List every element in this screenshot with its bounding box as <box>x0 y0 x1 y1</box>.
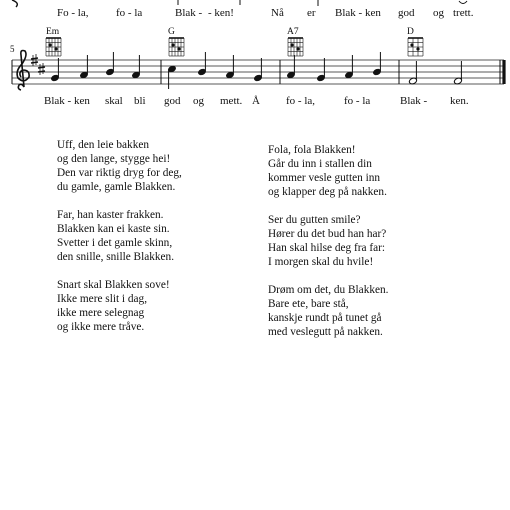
verse-line: ikke mere selegnag <box>57 306 145 319</box>
lyric-syllable: trett. <box>453 7 474 19</box>
lyric-syllable: skal <box>105 95 123 107</box>
verse-line: Fola, fola Blakken! <box>268 144 356 156</box>
quarter-note <box>372 52 381 76</box>
lyric-syllable: Blak - ken <box>335 7 381 19</box>
verse-line: Far, han kaster frakken. <box>57 209 164 221</box>
lyric-syllable: er <box>307 7 316 19</box>
chord-name: Em <box>46 27 60 37</box>
chord-name: G <box>168 27 175 37</box>
verse-line: med veslegutt på nakken. <box>268 325 383 338</box>
lyric-syllable: fo - la <box>116 7 143 19</box>
previous-system-remnant <box>178 0 467 6</box>
lyric-syllable: Nå <box>271 7 284 19</box>
lyric-syllable: bli <box>134 95 146 107</box>
verse-line: Går du inn i stallen din <box>268 157 372 170</box>
quarter-note <box>316 58 325 82</box>
lyric-syllable: fo - la <box>344 95 371 107</box>
sheet-music <box>0 0 510 115</box>
verse-stanza <box>268 214 386 270</box>
verse-line: Drøm om det, du Blakken. <box>268 284 389 296</box>
lyric-syllable: Å <box>252 95 260 107</box>
quarter-note <box>167 65 176 89</box>
sharp-c <box>38 63 45 75</box>
lyric-syllable: - ken! <box>208 7 234 19</box>
lyric-syllable: god <box>164 95 181 107</box>
verse-line: Uff, den leie bakken <box>57 139 150 151</box>
quarter-note <box>79 55 88 79</box>
quarter-note <box>253 58 262 82</box>
lyric-syllable: ken. <box>450 95 469 107</box>
chord-name: D <box>407 27 414 37</box>
lyric-syllable: og <box>433 7 444 19</box>
chord-name: A7 <box>287 27 299 37</box>
verse-stanza <box>57 139 182 195</box>
lyric-syllable: Blak - <box>400 95 428 107</box>
quarter-note <box>105 52 114 76</box>
lyric-syllable: fo - la, <box>286 95 316 107</box>
lyric-syllable: og <box>193 95 204 107</box>
verse-line: Den var riktig dryg for deg, <box>57 166 182 179</box>
verse-line: og klapper deg på nakken. <box>268 185 387 198</box>
chord-diagram <box>46 38 61 56</box>
verse-line: kommer vesle gutten inn <box>268 171 381 184</box>
lyric-syllable: god <box>398 7 415 19</box>
verse-line: Bare ete, bare stå, <box>268 297 349 310</box>
chord-diagram <box>169 38 184 56</box>
verse-line: og den lange, stygge hei! <box>57 152 171 165</box>
quarter-note <box>197 52 206 76</box>
verse-line: Ser du gutten smile? <box>268 214 361 226</box>
verse-line: du gamle, gamle Blakken. <box>57 180 176 193</box>
verse-stanza <box>57 279 170 335</box>
verse-stanza <box>268 284 388 340</box>
verse-line: Hører du det bud han har? <box>268 227 387 240</box>
verse-stanza <box>57 209 174 265</box>
lyric-syllable: Fo - la, <box>57 7 89 19</box>
clef-remnant <box>12 0 17 7</box>
half-note <box>453 61 462 85</box>
chord-diagrams <box>46 38 423 56</box>
lyric-syllable: Blak - <box>175 7 203 19</box>
verse-line: Han skal hilse deg fra far: <box>268 241 386 254</box>
verse-line: Svetter i det gamle skinn, <box>57 236 173 249</box>
verse-line: den snille, snille Blakken. <box>57 250 175 263</box>
verse-line: Blakken kan ei kaste sin. <box>57 222 170 235</box>
verse-line: Ikke mere slit i dag, <box>57 292 148 305</box>
chord-diagram <box>288 38 303 56</box>
verse-line: og ikke mere tråve. <box>57 320 145 333</box>
quarter-note <box>50 58 59 82</box>
quarter-note <box>344 55 353 79</box>
verse-line: kanskje rundt på tunet gå <box>268 311 382 324</box>
chord-diagram <box>408 38 423 56</box>
quarter-note <box>286 55 295 79</box>
measure-number: 5 <box>10 44 15 54</box>
lyric-syllable: mett. <box>220 95 243 107</box>
quarter-note <box>225 55 234 79</box>
verse-stanza <box>268 144 387 200</box>
verse-line: Snart skal Blakken sove! <box>57 279 170 291</box>
half-note <box>408 61 417 85</box>
verse-line: I morgen skal du hvile! <box>268 255 374 268</box>
lyric-syllable: Blak - ken <box>44 95 90 107</box>
notes <box>50 52 462 89</box>
quarter-note <box>131 55 140 79</box>
